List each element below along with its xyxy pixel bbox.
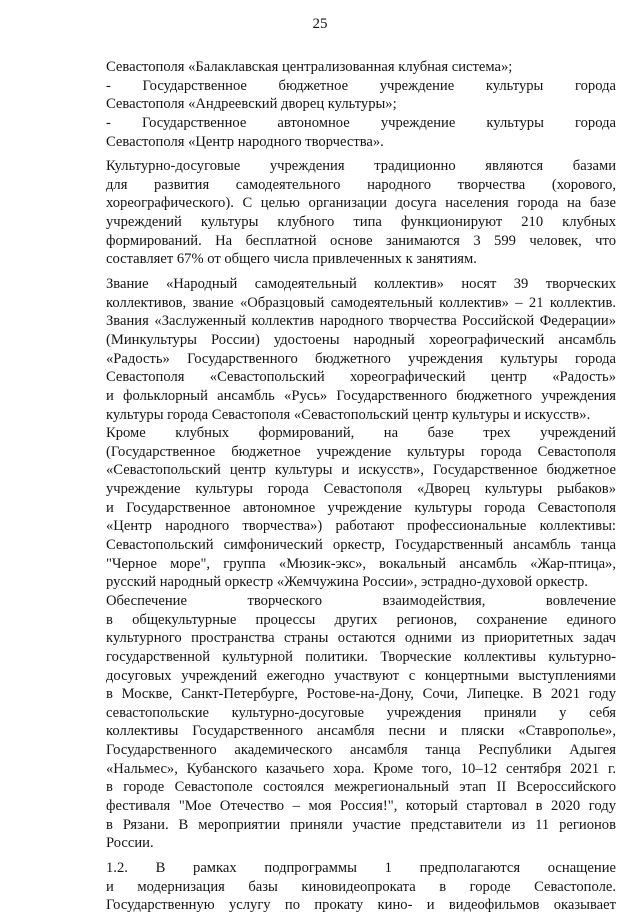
paragraph-creative-interaction [106, 592, 616, 853]
body-text [106, 58, 616, 915]
text-line: в Москве, Санкт-Петербурге, Ростове-на-Дону, Сочи, Липецке. В 2021 году [106, 686, 616, 703]
text-line: коллективы Государственного ансамбля песни и пляски «Ставрополье», [106, 723, 616, 740]
paragraph-titles [106, 275, 616, 424]
text-line: Севастополя «Андреевский дворец культуры»; [106, 96, 397, 113]
text-line: учреждение культуры города Севастополя «Дворец культуры рыбаков» [106, 481, 616, 498]
text-line: (Минкультуры России) удостоены народный хореографический ансамбль [106, 331, 616, 348]
text-line: фестиваля "Мое Отечество – моя Россия!", который стартовал в 2020 году [106, 797, 616, 814]
paragraph-cultural-leisure [106, 157, 616, 269]
text-line: и фольклорный ансамбль «Русь» Государственного бюджетного учреждения [106, 387, 616, 404]
text-line: Севастополя «Севастопольский хореографический центр «Радость» [106, 369, 616, 386]
text-line: досуговых учреждений ежегодно участвуют с концертными выступлениями [106, 667, 616, 684]
text-line: Государственного академического ансамбля танца Республики Адыгея [106, 742, 616, 759]
text-line: государственной культурной политики. Творческие коллективы культурно- [106, 648, 616, 665]
text-line: в Рязани. В мероприятии приняли участие представители из 11 регионов [106, 816, 616, 833]
text-line: формирований. На бесплатной основе занимаются 3 599 человек, что [106, 232, 616, 249]
text-line: культуры города Севастополя «Севастопольский центр культуры и искусств». [106, 406, 591, 423]
text-line: Севастопольский симфонический оркестр, Государственный ансамбль танца [106, 537, 616, 554]
text-line: «Севастопольский центр культуры и искусств», Государственное бюджетное [106, 462, 616, 479]
text-line: России. [106, 835, 154, 852]
text-line: и Государственное автономное учреждение культуры города Севастополя [106, 499, 616, 516]
text-line: Звания «Заслуженный коллектив народного творчества Российской Федерации» [106, 313, 616, 330]
text-line: Севастополя «Центр народного творчества». [106, 133, 384, 150]
text-line: (Государственное бюджетное учреждение культуры города Севастополя [106, 443, 616, 460]
text-line: хореографического). С целью организации досуга населения города на базе [106, 195, 616, 212]
text-line: коллективов, звание «Образцовый самодеятельный коллектив» – 21 коллектив. [106, 294, 616, 311]
text-line: Обеспечение творческого взаимодействия, вовлечение [106, 592, 616, 609]
text-line: «Нальмес», Кубанского казачьего хора. Кроме того, 10–12 сентября 2021 г. [106, 760, 616, 777]
text-line: и модернизация базы киновидеопроката в городе Севастополе. [106, 878, 616, 895]
text-line: составляет 67% от общего числа привлеченных к занятиям. [106, 251, 477, 268]
text-line: «Радость» Государственного бюджетного учреждения культуры города [106, 350, 616, 367]
text-line: - Государственное бюджетное учреждение культуры города [106, 77, 616, 94]
paragraph-institutions-list [106, 58, 616, 151]
text-line: - Государственное автономное учреждение культуры города [106, 114, 616, 131]
text-line: русский народный оркестр «Жемчужина России», эстрадно-духовой оркестр. [106, 574, 588, 591]
text-line: севастопольские культурно-досуговые учреждения приняли у себя [106, 704, 616, 721]
text-line: в общекультурные процессы других регионов, сохранение единого [106, 611, 616, 628]
text-line: Звание «Народный самодеятельный коллектив» носят 39 творческих [106, 276, 616, 293]
text-line: Культурно-досуговые учреждения традиционно являются базами [106, 158, 616, 175]
text-line: 1.2. В рамках подпрограммы 1 предполагаются оснащение [106, 859, 616, 876]
text-line: "Черное море", группа «Мюзик-экс», вокальный ансамбль «Жар-птица», [106, 555, 616, 572]
page-number: 25 [312, 16, 328, 32]
text-line: для развития самодеятельного народного творчества (хорового, [106, 176, 616, 193]
text-line: Кроме клубных формирований, на базе трех учреждений [106, 425, 616, 442]
text-line: в городе Севастополе состоялся межрегиональный этап II Всероссийского [106, 779, 616, 796]
text-line: Государственную услугу по прокату кино- и видеофильмов оказывает [106, 897, 616, 914]
paragraph-subprogram [106, 859, 616, 915]
text-line: учреждений культуры клубного типа функционируют 210 клубных [106, 214, 616, 231]
text-line: Севастополя «Балаклавская централизованная клубная система»; [106, 59, 513, 75]
text-line: «Центр народного творчества») работают профессиональные коллективы: [106, 518, 616, 535]
paragraph-professional-collectives [106, 424, 616, 592]
text-line: культурного пространства страны остаются одними из приоритетных задач [106, 630, 616, 647]
